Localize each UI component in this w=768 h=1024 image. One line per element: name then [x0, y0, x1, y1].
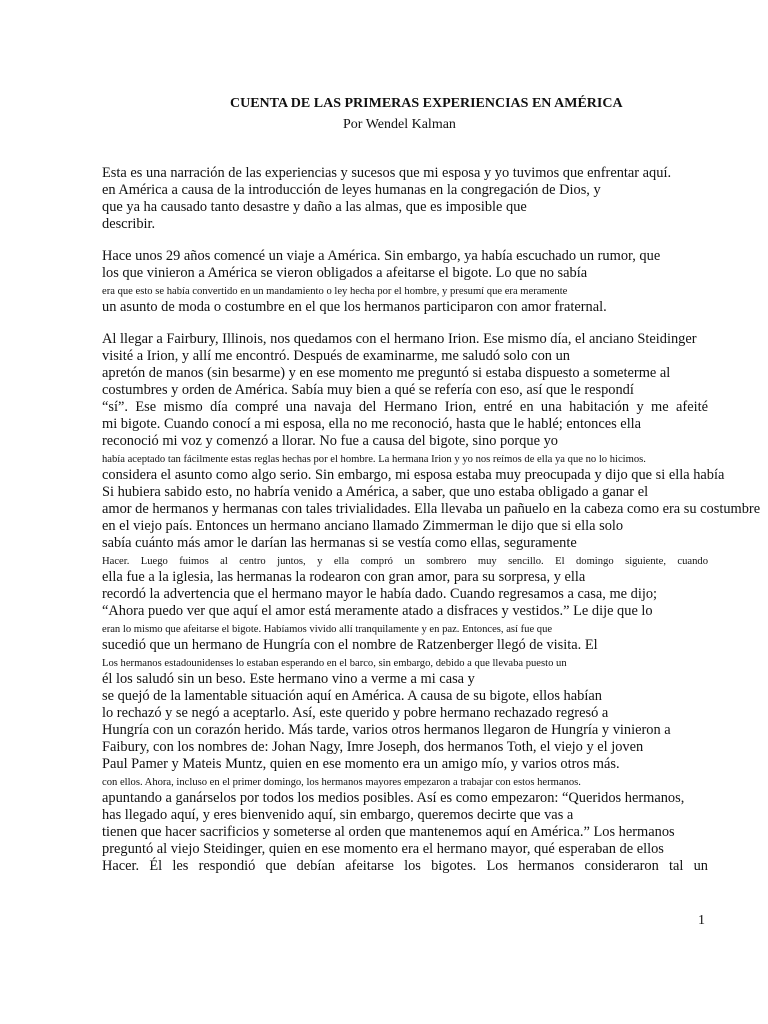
page-number: 1 [698, 913, 705, 928]
text-line: en el viejo país. Entonces un hermano anciano llamado Zimmerman le dijo que si ella solo [102, 518, 624, 534]
text-line: tienen que hacer sacrificios y someterse al orden que mantenemos aquí en América.” Los hermanos [102, 824, 675, 840]
text-line: Esta es una narración de las experiencias y sucesos que mi esposa y yo tuvimos que enfrentar aquí. [102, 165, 672, 181]
text-line: Si hubiera sabido esto, no habría venido a América, a saber, que uno estaba obligado a ganar el [102, 484, 649, 500]
text-line: un asunto de moda o costumbre en el que los hermanos participaron con amor fraternal. [102, 299, 607, 315]
text-line: ella fue a la iglesia, las hermanas la rodearon con gran amor, para su sorpresa, y ella [102, 569, 586, 585]
text-line: describir. [102, 216, 156, 232]
text-line: Paul Pamer y Mateis Muntz, quien en ese momento era un amigo mío, y varios otros más. [102, 756, 620, 772]
text-line: preguntó al viejo Steidinger, quien en ese momento era el hermano mayor, qué esperaban de ellos [102, 841, 664, 857]
text-line: que ya ha causado tanto desastre y daño a las almas, que es imposible que [102, 199, 527, 215]
text-line: eran lo mismo que afeitarse el bigote. Habíamos vivido allí tranquilamente y en paz. Entonces, así fue que [102, 624, 553, 635]
text-line: mi bigote. Cuando conocí a mi esposa, ella no me reconoció, hasta que le hablé; entonces ella [102, 416, 642, 432]
text-line: amor de hermanos y hermanas con tales trivialidades. Ella llevaba un pañuelo en la cabeza como era su costumbre [102, 501, 761, 517]
text-line: reconoció mi voz y comenzó a llorar. No fue a causa del bigote, sino porque yo [102, 433, 558, 449]
text-line: Al llegar a Fairbury, Illinois, nos quedamos con el hermano Irion. Ese mismo día, el anciano Steidinger [102, 331, 697, 347]
text-line: considera el asunto como algo serio. Sin embargo, mi esposa estaba muy preocupada y dijo que si ella había [102, 467, 725, 483]
text-line: recordó la advertencia que el hermano mayor le había dado. Cuando regresamos a casa, me dijo; [102, 586, 658, 602]
text-line: Hacer. Luego fuimos al centro juntos, y ella compró un sombrero muy sencillo. El domingo siguiente, cuando [102, 556, 708, 567]
text-line: apuntando a ganárselos por todos los medios posibles. Así es como empezaron: “Queridos hermanos, [102, 790, 685, 806]
text-line: se quejó de la lamentable situación aquí en América. A causa de su bigote, ellos habían [102, 688, 602, 704]
document-title: CUENTA DE LAS PRIMERAS EXPERIENCIAS EN AMÉRICA [230, 96, 623, 111]
text-line: era que esto se había convertido en un mandamiento o ley hecha por el hombre, y presumí que era meramente [102, 286, 568, 297]
text-line: con ellos. Ahora, incluso en el primer domingo, los hermanos mayores empezaron a trabajar con estos hermanos. [102, 777, 581, 788]
text-line: “Ahora puedo ver que aquí el amor está meramente atado a disfraces y vestidos.” Le dije que lo [102, 603, 653, 619]
text-line: Los hermanos estadounidenses lo estaban esperando en el barco, sin embargo, debido a que llevaba puesto un [102, 658, 567, 669]
document-byline: Por Wendel Kalman [343, 117, 456, 132]
text-line: costumbres y orden de América. Sabía muy bien a qué se refería con eso, así que le respondí [102, 382, 634, 398]
text-line: Hace unos 29 años comencé un viaje a América. Sin embargo, ya había escuchado un rumor, que [102, 248, 661, 264]
text-line: en América a causa de la introducción de leyes humanas en la congregación de Dios, y [102, 182, 601, 198]
text-line: sucedió que un hermano de Hungría con el nombre de Ratzenberger llegó de visita. El [102, 637, 598, 653]
text-line: has llegado aquí, y eres bienvenido aquí, sin embargo, queremos decirte que vas a [102, 807, 574, 823]
text-line: visité a Irion, y allí me encontró. Después de examinarme, me saludó solo con un [102, 348, 570, 364]
text-line: Faibury, con los nombres de: Johan Nagy, Imre Joseph, dos hermanos Toth, el viejo y el joven [102, 739, 644, 755]
text-line: Hacer. Él les respondió que debían afeitarse los bigotes. Los hermanos consideraron tal un [102, 858, 708, 874]
text-line: Hungría con un corazón herido. Más tarde, varios otros hermanos llegaron de Hungría y vinieron a [102, 722, 671, 738]
text-line: sabía cuánto más amor le darían las hermanas si se vestía como ellas, seguramente [102, 535, 577, 551]
text-line: “sí”. Ese mismo día compré una navaja del Hermano Irion, entré en una habitación y me afeité [102, 399, 708, 415]
text-line: había aceptado tan fácilmente estas reglas hechas por el hombre. La hermana Irion y yo nos reímos de ella ya que no lo hicimos. [102, 454, 646, 465]
text-line: lo rechazó y se negó a aceptarlo. Así, este querido y pobre hermano rechazado regresó a [102, 705, 609, 721]
text-line: él los saludó sin un beso. Este hermano vino a verme a mi casa y [102, 671, 475, 687]
text-line: apretón de manos (sin besarme) y en ese momento me preguntó si estaba dispuesto a someterme al [102, 365, 671, 381]
text-line: los que vinieron a América se vieron obligados a afeitarse el bigote. Lo que no sabía [102, 265, 588, 281]
